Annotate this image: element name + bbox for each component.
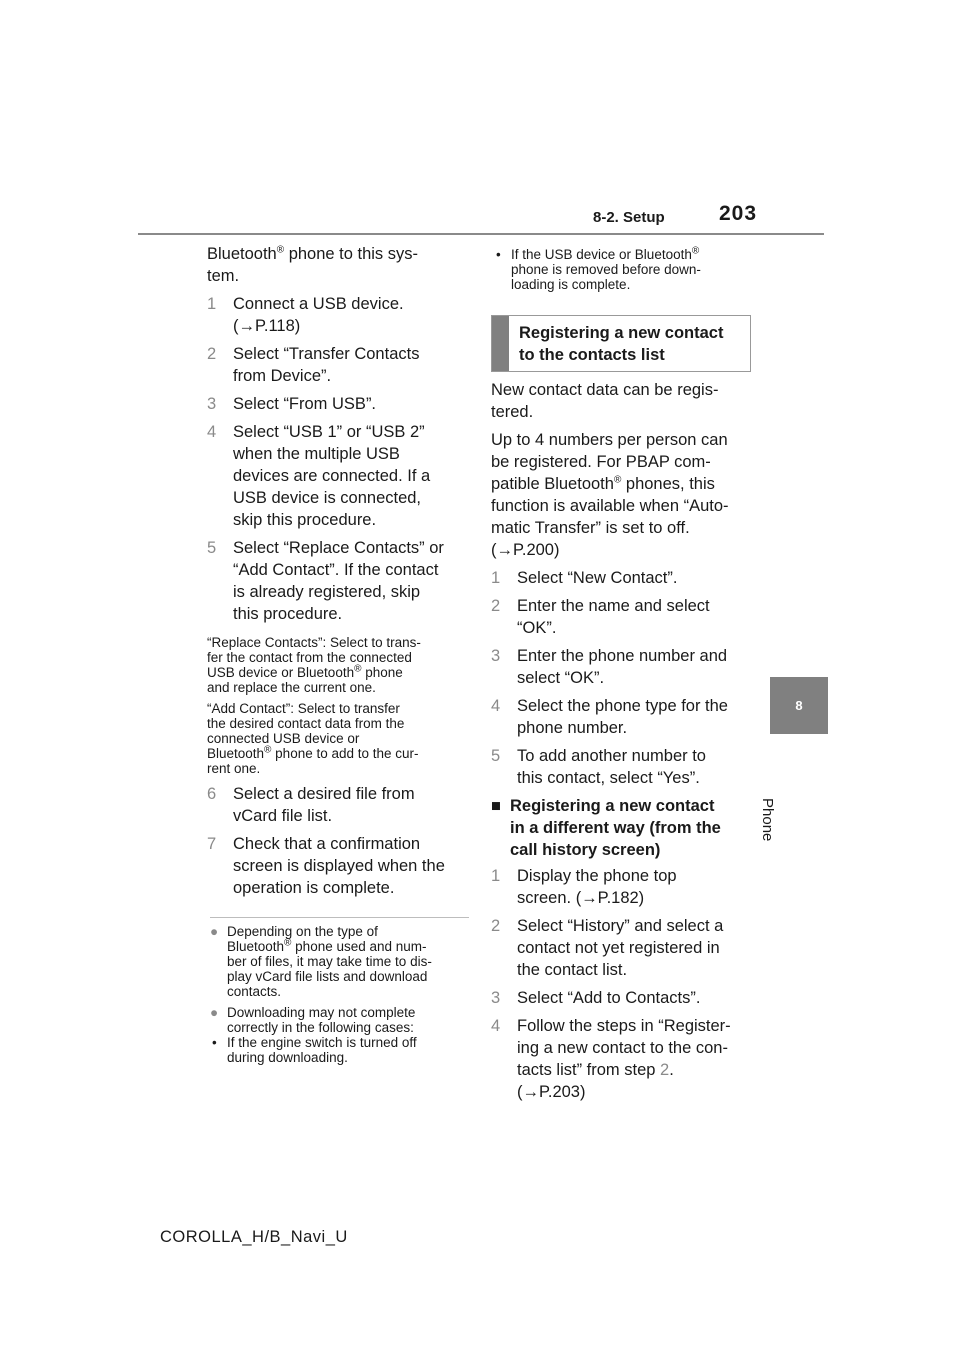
- step-item: 4 Follow the steps in “Register- ing a new contact to the con- tacts list” from step 2. (→P.203): [491, 1017, 731, 1101]
- page-reference[interactable]: screen. (→P.182): [517, 889, 645, 907]
- step-item: 5 To add another number to this contact, select “Yes”.: [491, 747, 706, 787]
- chapter-number: 8: [795, 698, 803, 713]
- right-column: [491, 240, 753, 292]
- document-footer: COROLLA_H/B_Navi_U: [160, 1228, 348, 1246]
- step-item: 5 Select “Replace Contacts” or “Add Contact”. If the contact is already registered, skip this procedure.: [207, 539, 444, 623]
- step-item: 1 Select “New Contact”.: [491, 569, 678, 587]
- step-item: 1 Display the phone top screen. (→P.182): [491, 867, 677, 907]
- step-item: 3 Select “Add to Contacts”.: [491, 989, 701, 1007]
- step-item: 7 Check that a confirmation screen is displayed when the operation is complete.: [207, 835, 445, 897]
- bullet-dot-icon: ●: [210, 924, 219, 939]
- step-item: 3 Select “From USB”.: [207, 395, 377, 413]
- step-item: 4 Select “USB 1” or “USB 2” when the multiple USB devices are connected. If a USB device is connected, skip this procedure.: [207, 423, 431, 529]
- paragraph: New contact data can be regis- tered.: [491, 381, 719, 421]
- page-reference[interactable]: (→P.200): [491, 541, 560, 559]
- section-title: 8-2. Setup: [593, 209, 665, 226]
- sub-bullet: • If the engine switch is turned off during downloading.: [212, 1035, 417, 1065]
- notes-divider: [210, 917, 469, 918]
- sub-bullet: • If the USB device or Bluetooth® phone is removed before down- loading is complete.: [496, 245, 701, 292]
- note-replace-contacts: “Replace Contacts”: Select to trans- fer the contact from the connected USB device or Bluetooth® phone and replace the current one.: [207, 635, 421, 695]
- subsection-subheading: ■ Registering a new contact in a different way (from the call history screen): [491, 797, 721, 859]
- chapter-label-text: Phone: [759, 798, 776, 842]
- chapter-label: [759, 744, 796, 842]
- page-reference[interactable]: (→P.118): [233, 317, 301, 335]
- step-item: 1 Connect a USB device. (→P.118): [207, 295, 404, 335]
- heading-accent-bar: [492, 316, 509, 371]
- page-number: 203: [719, 202, 758, 225]
- bullet-dot-icon: ●: [210, 1005, 219, 1020]
- step-item: 2 Select “Transfer Contacts from Device”.: [207, 345, 420, 385]
- step-item: 3 Enter the phone number and select “OK”.: [491, 647, 728, 687]
- page-reference[interactable]: (→P.203): [517, 1083, 586, 1101]
- paragraph: Up to 4 numbers per person can be registered. For PBAP com- patible Bluetooth® phones, this function is available when “Auto- matic Transfer” is set to off. (→P.200): [491, 431, 729, 559]
- step-item: 4 Select the phone type for the phone number.: [491, 697, 728, 737]
- step-item: 6 Select a desired file from vCard file list.: [207, 785, 415, 825]
- header-divider: [138, 233, 824, 235]
- note-add-contact: “Add Contact”: Select to transfer the desired contact data from the connected USB device or Bluetooth® phone to add to the cur- rent one.: [207, 701, 419, 776]
- info-bullet: ● Depending on the type of Bluetooth® phone used and num- ber of files, it may take time to dis- play vCard file lists and download contacts.: [210, 924, 432, 999]
- square-bullet-icon: ■: [491, 797, 501, 815]
- chapter-tab[interactable]: [770, 677, 828, 734]
- info-bullet: ● Downloading may not complete correctly in the following cases:: [210, 1005, 416, 1035]
- subsection-heading: Registering a new contact to the contacts list: [491, 315, 751, 372]
- intro-paragraph: Bluetooth® phone to this sys- tem.: [207, 244, 419, 285]
- left-column: [207, 240, 469, 1065]
- step-item: 2 Enter the name and select “OK”.: [491, 597, 710, 637]
- right-column-body: [491, 377, 753, 1103]
- step-item: 2 Select “History” and select a contact not yet registered in the contact list.: [491, 917, 724, 979]
